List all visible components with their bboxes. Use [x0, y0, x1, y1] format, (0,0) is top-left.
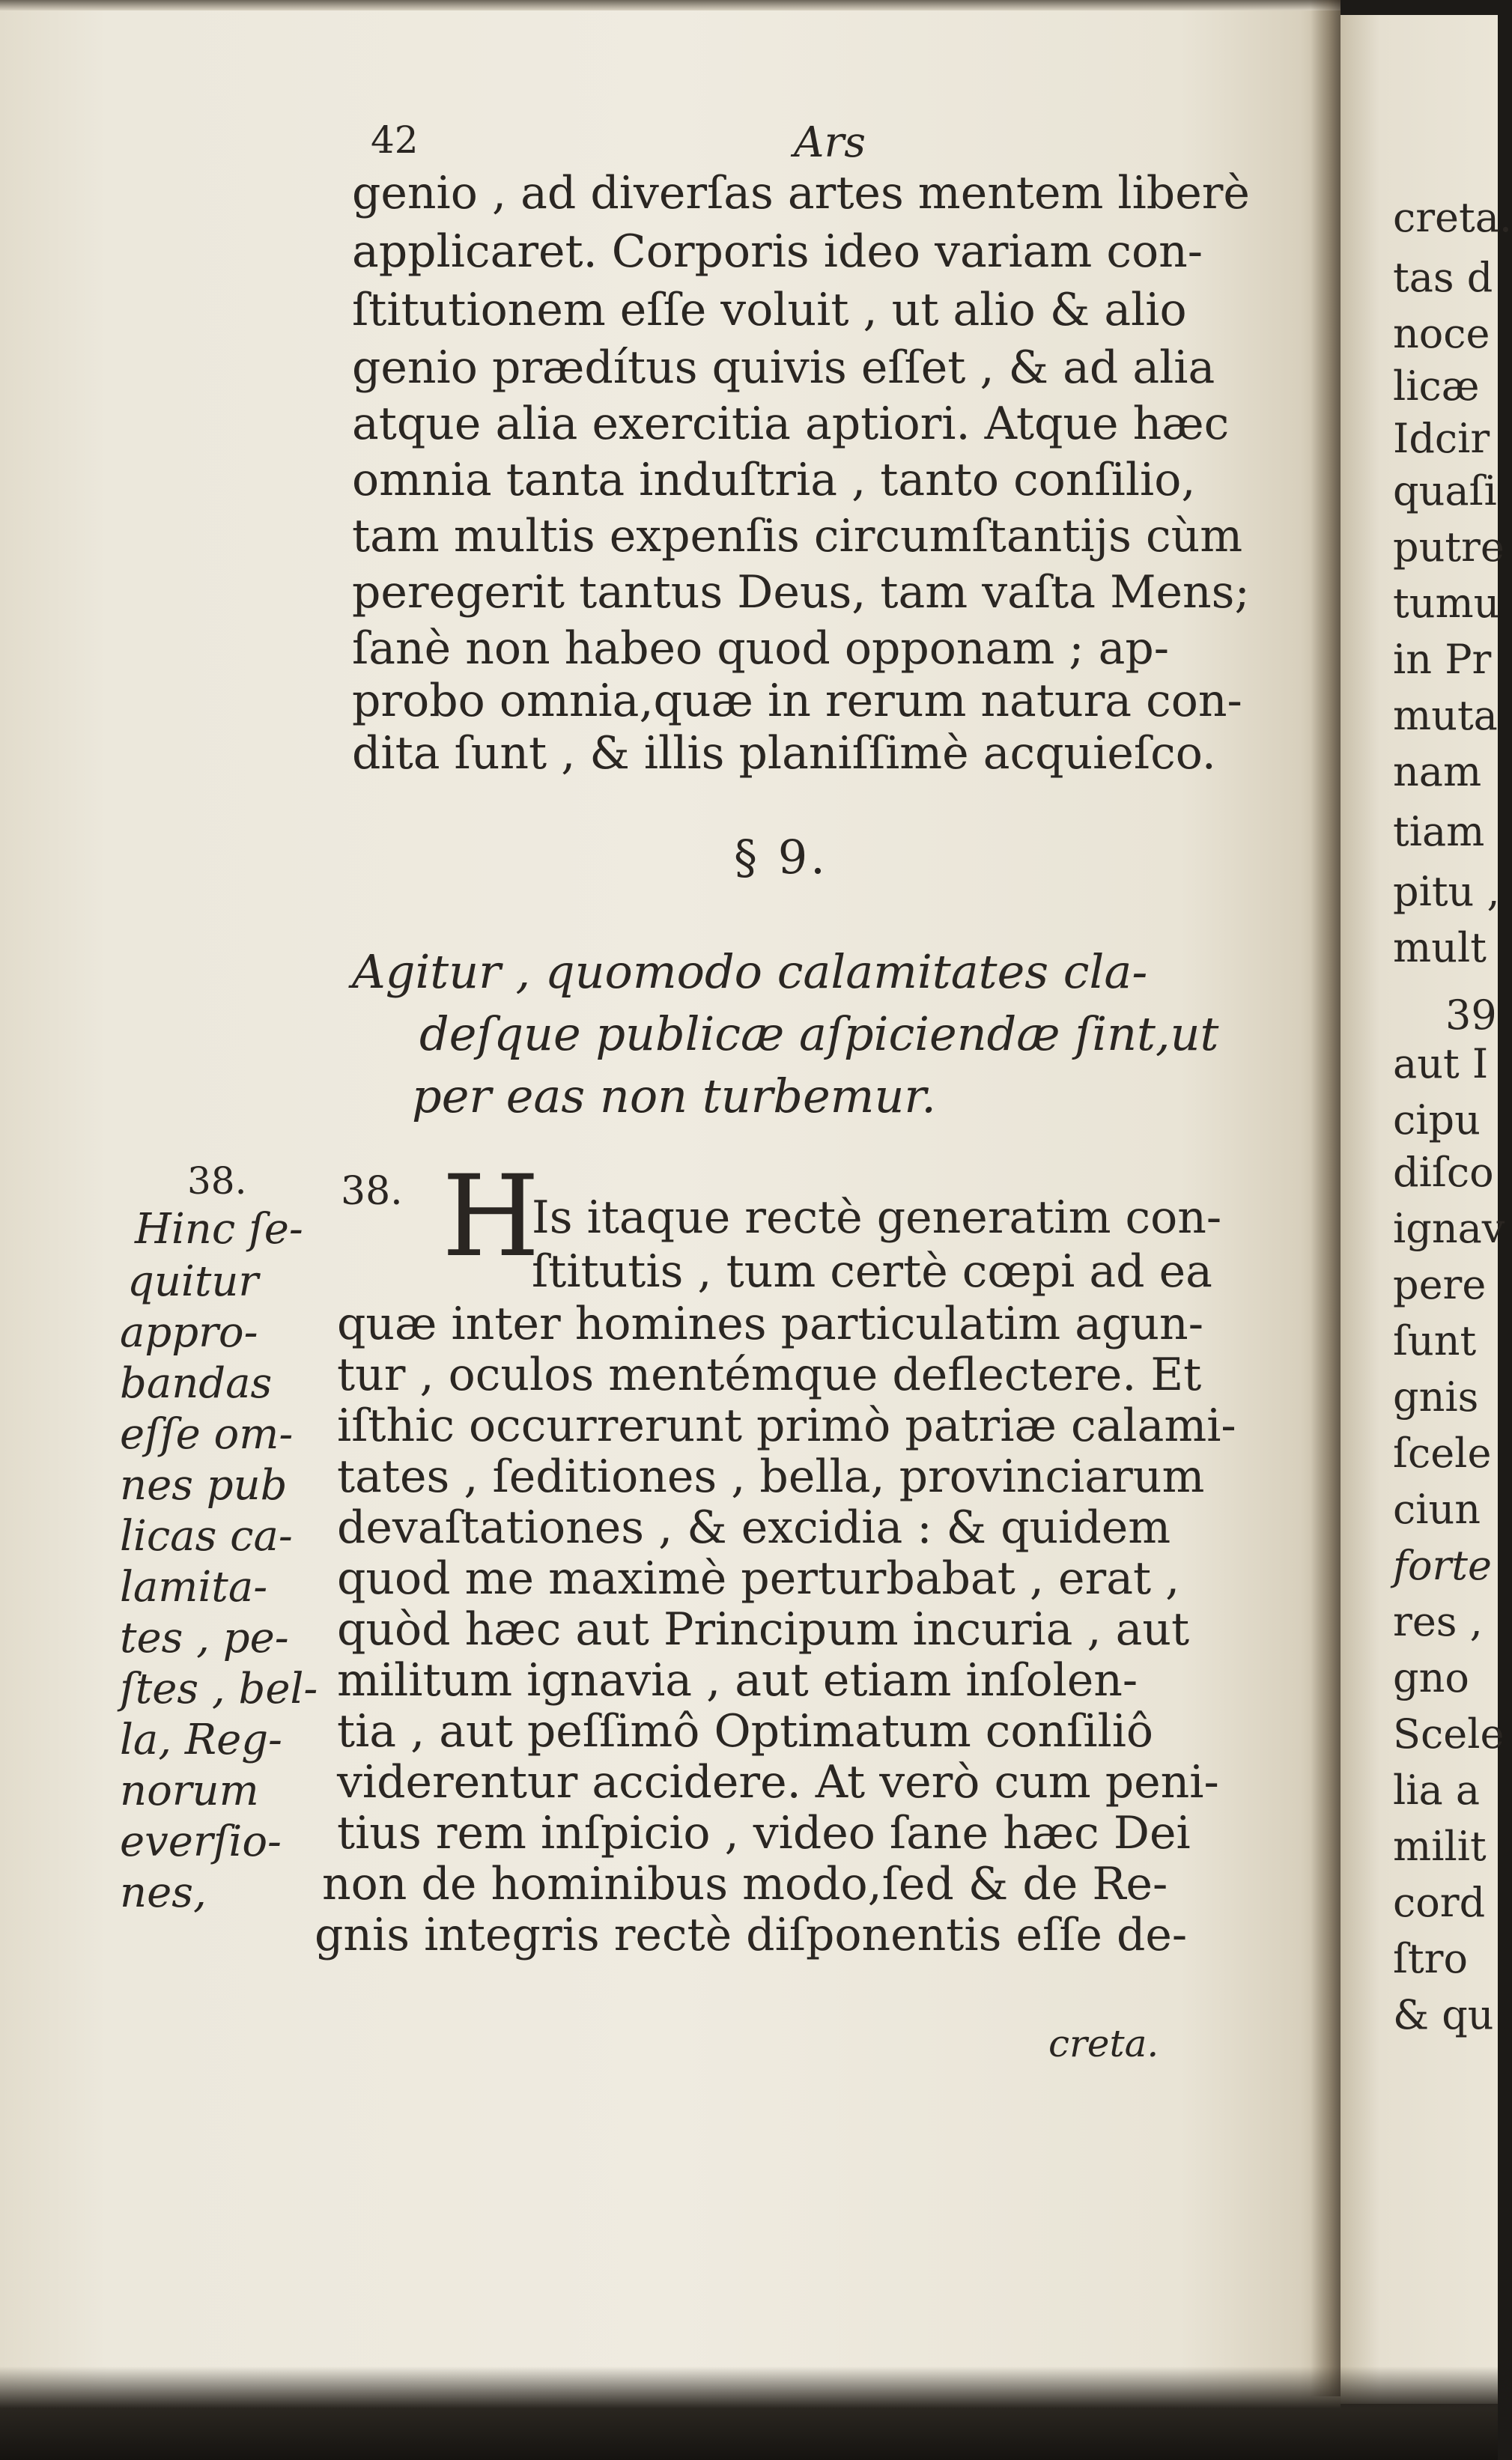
facing-line: forte	[1393, 1542, 1492, 1589]
margin-line: norum	[120, 1767, 259, 1815]
paragraph-line: quæ inter homines particulatim agun-	[337, 1298, 1203, 1350]
facing-line: pere	[1393, 1261, 1487, 1308]
facing-line: cord	[1393, 1879, 1486, 1926]
facing-line: diſco	[1393, 1149, 1494, 1196]
margin-line: tes , pe-	[120, 1614, 289, 1662]
facing-line: in Pr	[1393, 636, 1492, 683]
margin-line: nes pub	[120, 1461, 288, 1510]
paragraph-line: tius rem inſpicio , video ſane hæc Dei	[337, 1807, 1191, 1859]
margin-line: la, Reg-	[120, 1716, 282, 1764]
book-bottom-edge	[0, 2366, 1498, 2460]
body-line: omnia tanta induſtria , tanto conſilio,	[352, 454, 1196, 506]
facing-line: mult	[1393, 924, 1487, 971]
drop-cap: H	[442, 1152, 540, 1282]
facing-line: creta.	[1393, 194, 1512, 241]
paragraph-line: tates , ſeditiones , bella, provinciarum	[337, 1451, 1205, 1503]
facing-line: quaſi	[1393, 467, 1497, 514]
body-line: genio prædítus quivis eſſet , & ad alia	[352, 341, 1215, 394]
margin-line: everſio-	[120, 1817, 282, 1866]
facing-line: Scele	[1393, 1710, 1505, 1758]
page-top-edge	[0, 0, 1341, 10]
margin-line: ſtes , bel-	[120, 1665, 318, 1713]
facing-line: & qu	[1393, 1991, 1494, 2038]
margin-line: appro-	[120, 1308, 258, 1357]
paragraph-line: viderentur accidere. At verò cum peni-	[337, 1756, 1219, 1808]
paragraph-line: quòd hæc aut Principum incuria , aut	[337, 1603, 1190, 1656]
facing-line: gno	[1393, 1654, 1469, 1701]
book-gutter	[1311, 0, 1341, 2396]
page-number: 42	[371, 118, 419, 162]
facing-line: nam	[1393, 748, 1482, 795]
catchword: creta.	[1048, 2022, 1159, 2065]
running-head: Ars	[794, 118, 866, 167]
facing-line: noce	[1393, 310, 1490, 357]
paragraph-line: devaſtationes , & excidia : & quidem	[337, 1501, 1171, 1554]
facing-line: ſcele	[1393, 1430, 1492, 1477]
facing-line: licæ	[1393, 362, 1480, 410]
body-line: tam multis expenſis circumſtantijs cùm	[352, 510, 1243, 562]
margin-line: licas ca-	[120, 1512, 293, 1561]
margin-line: 38.	[187, 1159, 247, 1203]
paragraph-line: ſtitutis , tum certè cœpi ad ea	[532, 1245, 1212, 1298]
paragraph-line: tur , oculos mentémque deflectere. Et	[337, 1349, 1202, 1401]
body-line: ſtitutionem eſſe voluit , ut alio & alio	[352, 284, 1187, 336]
facing-line: ſunt	[1393, 1317, 1477, 1364]
facing-line: muta	[1393, 692, 1498, 739]
facing-line: ciun	[1393, 1486, 1481, 1533]
body-line: genio , ad diverſas artes mentem liberè	[352, 167, 1250, 219]
paragraph-line: iſthic occurrerunt primò patriæ calami-	[337, 1400, 1236, 1452]
margin-line: nes,	[120, 1868, 207, 1917]
facing-line: Idcir	[1393, 415, 1490, 462]
paragraph-line: non de hominibus modo,ſed & de Re-	[322, 1858, 1168, 1910]
facing-line: gnis	[1393, 1373, 1479, 1421]
facing-line: 39	[1445, 991, 1497, 1039]
body-line: peregerit tantus Deus, tam vaſta Mens;	[352, 566, 1250, 619]
facing-line: res ,	[1393, 1598, 1483, 1645]
body-line: ſanè non habeo quod opponam ; ap-	[352, 622, 1170, 675]
paragraph-line: militum ignavia , aut etiam inſolen-	[337, 1654, 1138, 1707]
paragraph-line: gnis integris rectè diſponentis eſſe de-	[315, 1909, 1188, 1961]
facing-line: tumu	[1393, 580, 1500, 627]
margin-line: bandas	[120, 1359, 273, 1408]
paragraph-number: 38.	[341, 1169, 403, 1214]
facing-line: ſtro	[1393, 1935, 1469, 1982]
paragraph-line: Is itaque rectè generatim con-	[532, 1191, 1222, 1244]
heading-line: per eas non turbemur.	[412, 1069, 936, 1123]
margin-line: quitur	[127, 1257, 259, 1306]
heading-line: Agitur , quomodo calamitates cla-	[352, 944, 1148, 999]
facing-line: lia a	[1393, 1767, 1481, 1814]
margin-line: eſſe om-	[120, 1410, 294, 1459]
facing-line: milit	[1393, 1823, 1487, 1870]
margin-line: Hinc ſe-	[135, 1205, 303, 1254]
margin-line: lamita-	[120, 1563, 268, 1612]
heading-line: deſque publicæ aſpiciendæ ſint,ut	[419, 1006, 1219, 1061]
facing-line: cipu	[1393, 1096, 1481, 1144]
facing-page	[1341, 15, 1512, 2404]
body-line: dita ſunt , & illis planiſſimè acquieſco.	[352, 727, 1216, 780]
facing-line: tas d	[1393, 254, 1493, 301]
facing-line: tiam	[1393, 808, 1485, 855]
facing-line: putre	[1393, 523, 1505, 571]
facing-line: pitu ,	[1393, 868, 1500, 915]
body-line: probo omnia,quæ in rerum natura con-	[352, 675, 1242, 727]
section-number: § 9.	[734, 830, 828, 884]
body-line: applicaret. Corporis ideo variam con-	[352, 225, 1203, 278]
facing-line: ignav	[1393, 1205, 1505, 1252]
body-line: atque alia exercitia aptiori. Atque hæc	[352, 398, 1230, 450]
paragraph-line: tia , aut peſſimô Optimatum conſiliô	[337, 1705, 1154, 1758]
facing-line: aut I	[1393, 1040, 1489, 1087]
paragraph-line: quod me maximè perturbabat , erat ,	[337, 1552, 1180, 1605]
